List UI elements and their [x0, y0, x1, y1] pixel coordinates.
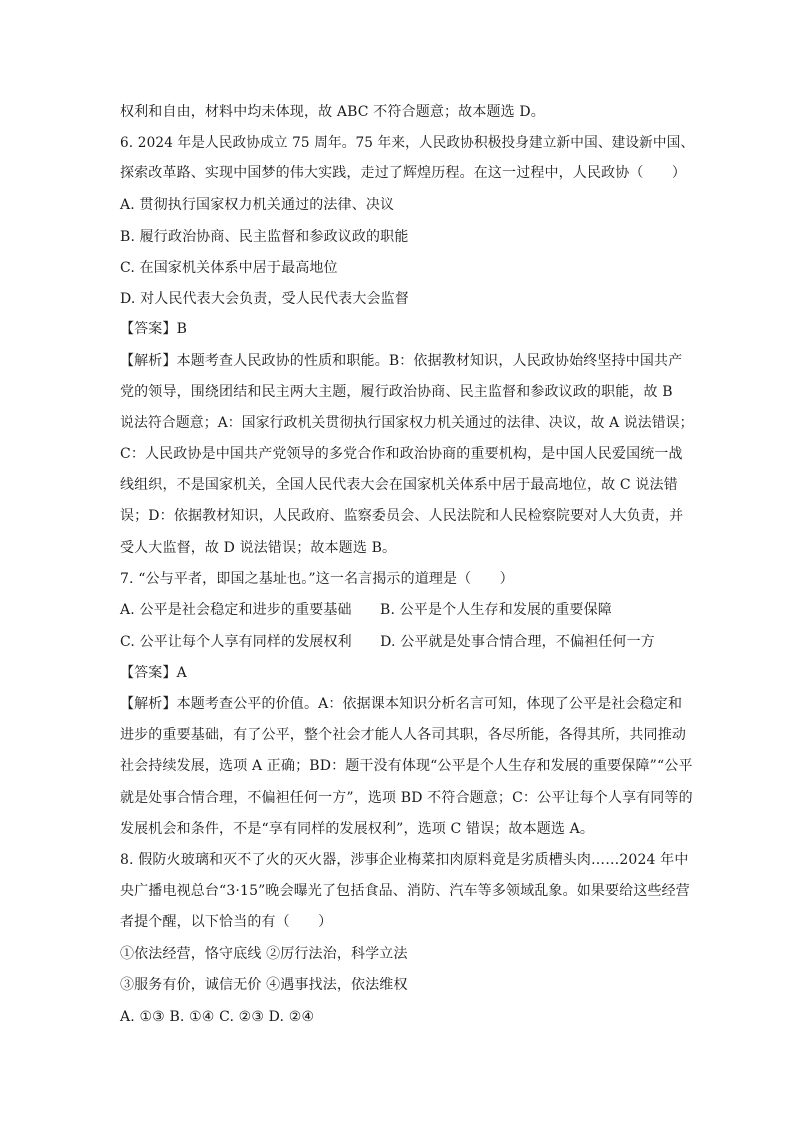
question-6-stem-line-2: 探索改革路、实现中国梦的伟大实践，走过了辉煌历程。在这一过程中，人民政协（ ）	[120, 165, 686, 181]
question-7-analysis-line: 社会持续发展，选项 A 正确；BD：题干没有体现“公平是个人生存和发展的重要保障”“公平	[120, 758, 693, 774]
question-7-answer: 【答案】A	[120, 665, 187, 681]
question-6-answer: 【答案】B	[120, 321, 188, 337]
question-8-stem-line-3: 者提个醒，以下恰当的有（ ）	[120, 914, 333, 930]
text-line: 权利和自由，材料中均未体现，故 ABC 不符合题意；故本题选 D。	[120, 104, 545, 120]
question-7-analysis-line: 就是处事合情合理，不偏袒任何一方”，选项 BD 不符合题意；C：公平让每个人享有同等的	[120, 790, 693, 806]
question-6-option-a: A. 贯彻执行国家权力机关通过的法律、决议	[120, 197, 395, 213]
question-6-analysis-line: 说法符合题意；A：国家行政机关贯彻执行国家权力机关通过的法律、决议，故 A 说法错误；	[120, 415, 694, 431]
question-8-stem-line-1: 8. 假防火玻璃和灭不了火的灭火器，涉事企业梅菜扣肉原料竟是劣质槽头肉……2024 年中	[120, 852, 689, 868]
question-6-analysis-line: 党的领导，围绕团结和民主两大主题，履行政治协商、民主监督和参政议政的职能，故 B	[120, 384, 673, 400]
question-6-analysis-line: 线组织，不是国家机关，全国人民代表大会在国家机关体系中居于最高地位，故 C 说法错	[120, 477, 678, 493]
question-6-option-b: B. 履行政治协商、民主监督和参政议政的职能	[120, 229, 409, 245]
question-7-options-cd: C. 公平让每个人享有同样的发展权利 D. 公平就是处事合情合理，不偏袒任何一方	[120, 634, 655, 650]
question-8-statements-1-2: ①依法经营，恪守底线 ②厉行法治，科学立法	[120, 946, 408, 962]
question-6-option-c: C. 在国家机关体系中居于最高地位	[120, 260, 338, 276]
question-8-options: A. ①③ B. ①④ C. ②③ D. ②④	[120, 1009, 315, 1025]
question-6-option-d: D. 对人民代表大会负责，受人民代表大会监督	[120, 291, 409, 307]
question-7-analysis-line: 进步的重要基础，有了公平，整个社会才能人人各司其职，各尽所能，各得其所，共同推动	[120, 727, 686, 743]
question-8-stem-line-2: 央广播电视总台“3·15”晚会曝光了包括食品、消防、汽车等多领域乱象。如果要给这些经营	[120, 883, 690, 899]
question-6-analysis-line: 【解析】本题考查人民政协的性质和职能。B：依据教材知识，人民政协始终坚持中国共产	[120, 353, 683, 369]
question-7-options-ab: A. 公平是社会稳定和进步的重要基础 B. 公平是个人生存和发展的重要保障	[120, 602, 612, 618]
question-7-analysis-line: 发展机会和条件，不是“享有同样的发展权利”，选项 C 错误；故本题选 A。	[120, 821, 595, 837]
question-6-analysis-line: C：人民政协是中国共产党领导的多党合作和政治协商的重要机构，是中国人民爱国统一战	[120, 446, 683, 462]
question-6-analysis-line: 误；D：依据教材知识，人民政府、监察委员会、人民法院和人民检察院要对人大负责，并	[120, 508, 684, 524]
question-6-analysis-line: 受人大监督，故 D 说法错误；故本题选 B。	[120, 540, 397, 556]
question-7-stem: 7. “公与平者，即国之基址也。”这一名言揭示的道理是（ ）	[120, 571, 514, 587]
question-8-statements-3-4: ③服务有价，诚信无价 ④遇事找法，依法维权	[120, 977, 408, 993]
question-6-stem-line-1: 6. 2024 年是人民政协成立 75 周年。75 年来，人民政协积极投身建立新中国、建设新中国、	[120, 135, 695, 151]
question-7-analysis-line: 【解析】本题考查公平的价值。A：依据课本知识分析名言可知，体现了公平是社会稳定和	[120, 696, 683, 712]
